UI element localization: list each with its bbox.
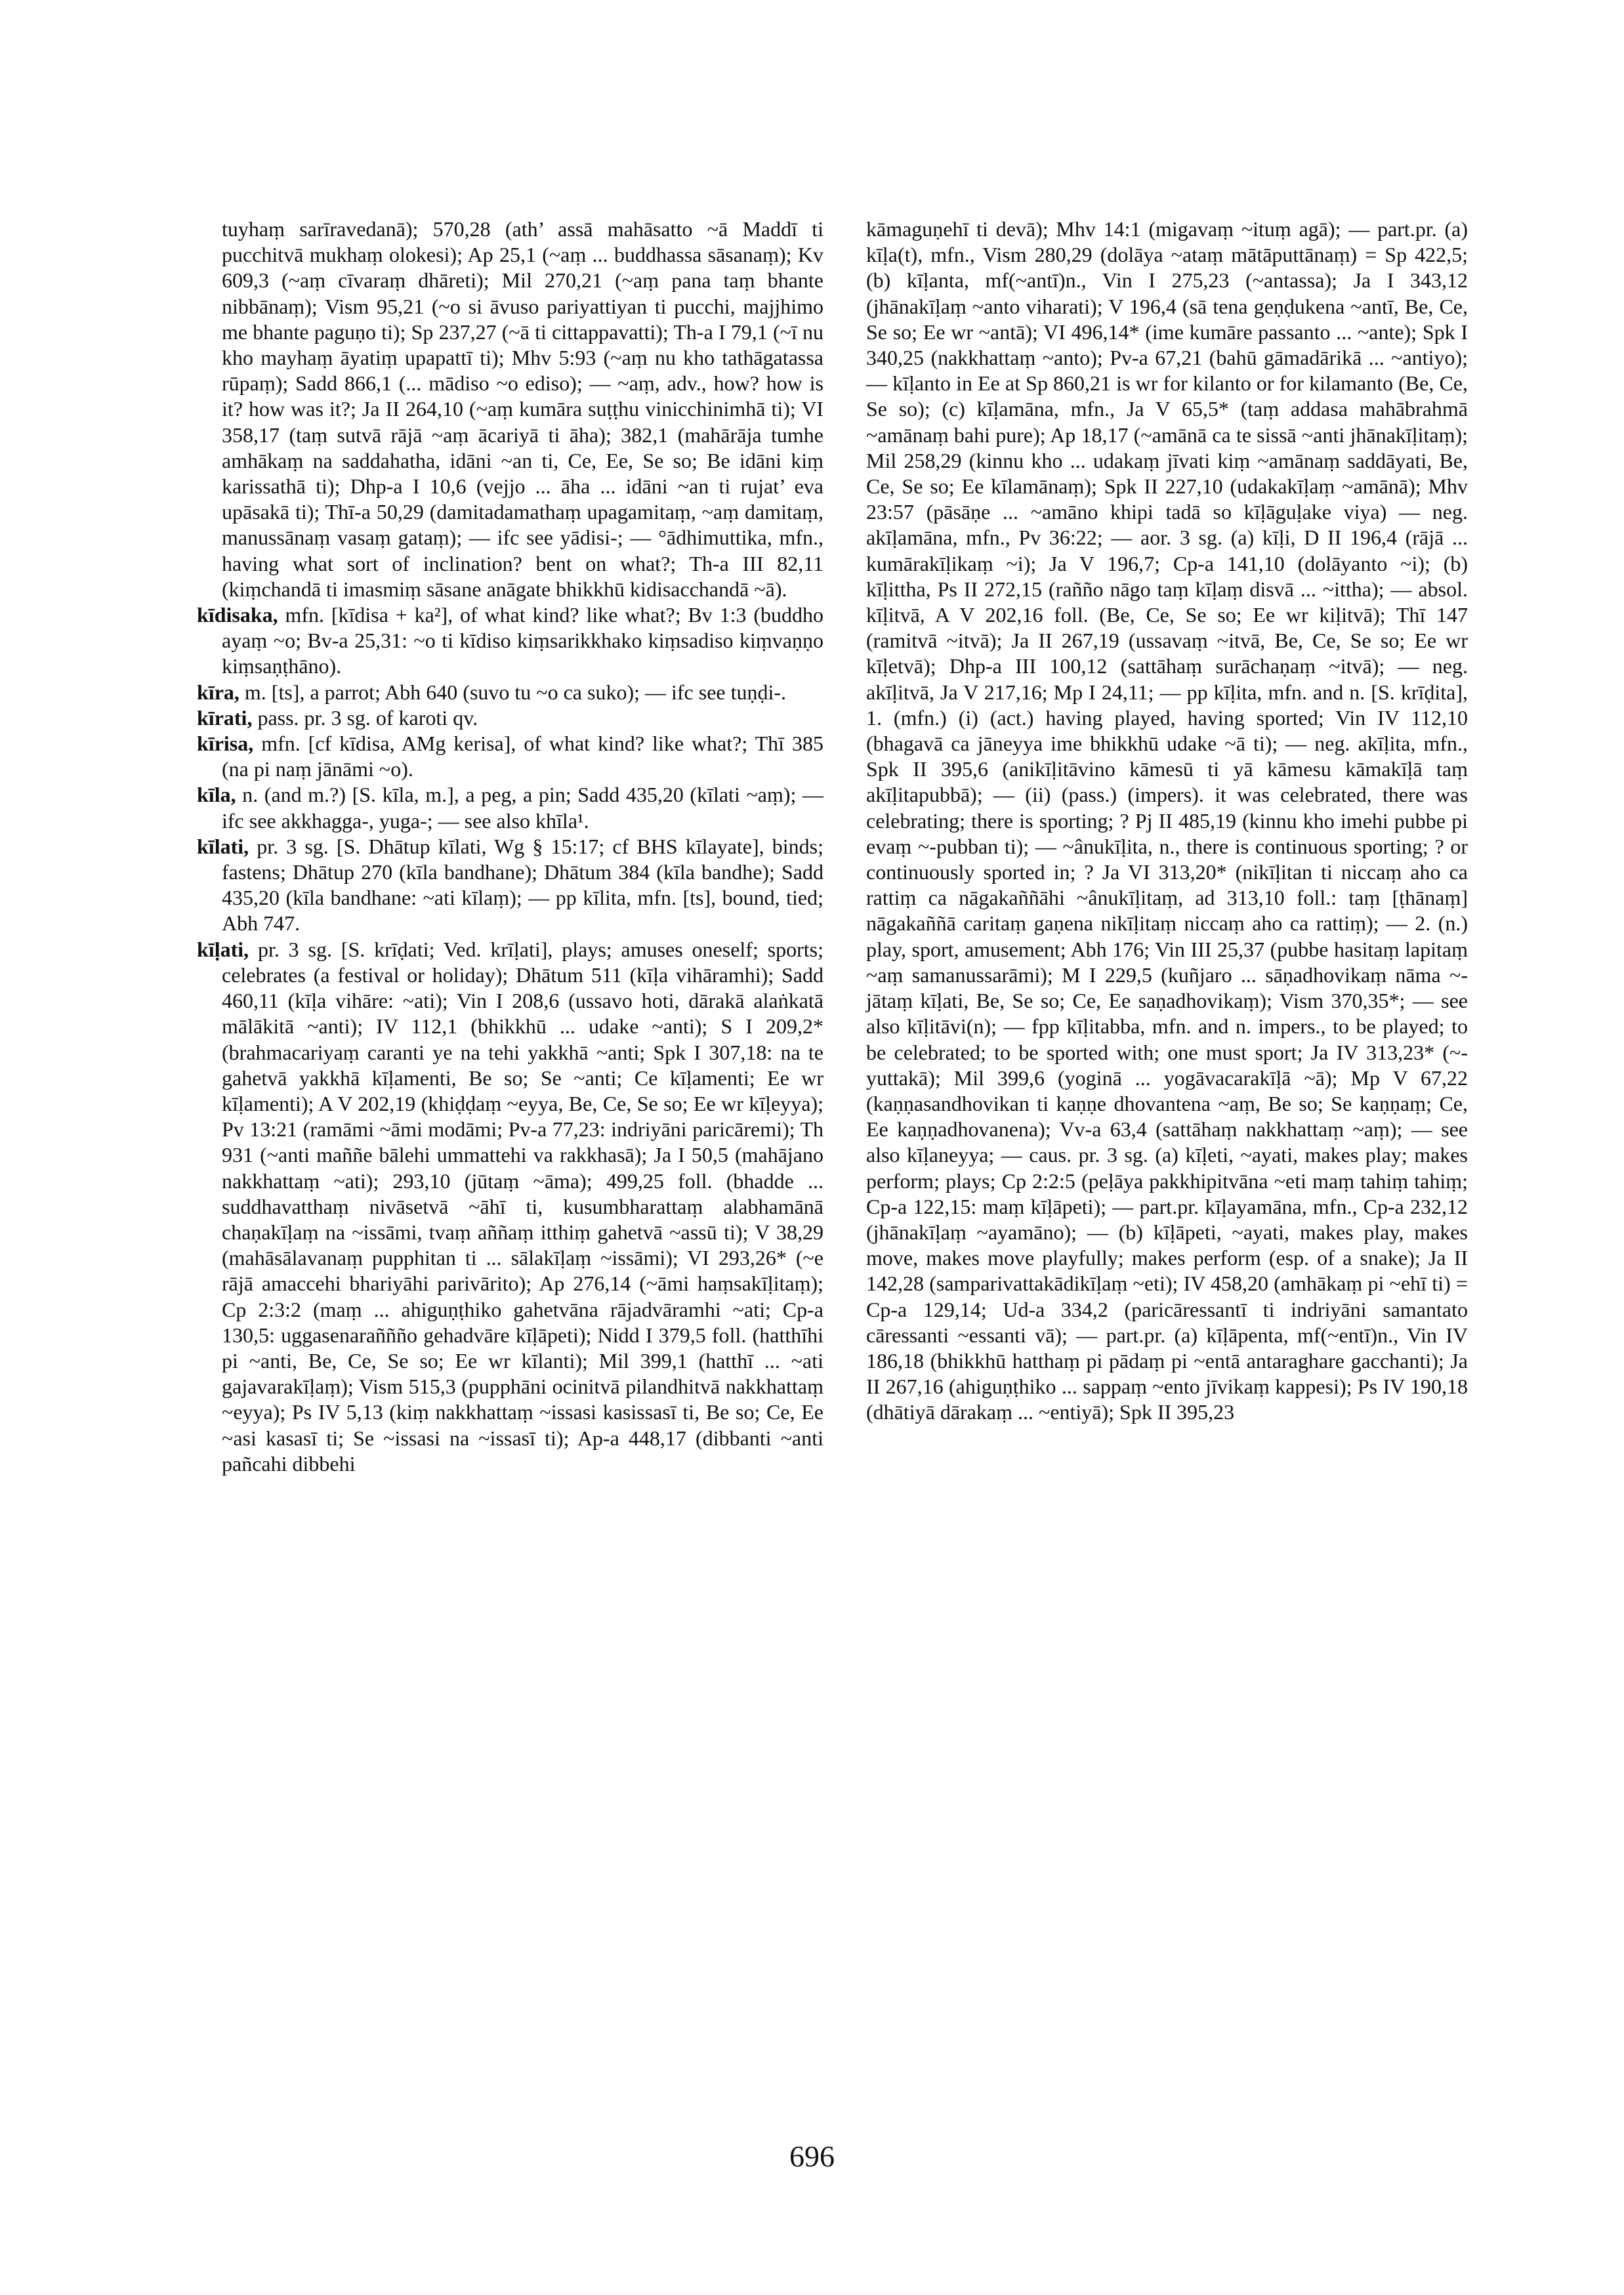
dictionary-entry (197, 680, 823, 705)
dictionary-entry (197, 731, 823, 782)
dictionary-entry (197, 782, 823, 833)
dictionary-entry (197, 217, 823, 602)
entry-text: pr. 3 sg. [S. Dhātup kīlati, Wg § 15:17; cf BHS kīlayate], binds; fastens; Dhātup 270 (kīla bandhane); Dhātum 384 (kīla bandhe); Sadd 435,20 (kīla bandhane: ~ati kīlaṃ); — pp kīlita, mfn. [ts], bound, tied; Abh 747. (222, 834, 823, 936)
headword: kīra, (197, 680, 239, 704)
headword: kīlati, (197, 834, 249, 858)
dictionary-entry (841, 217, 1468, 1426)
page-number: 696 (789, 2140, 835, 2173)
entry-text: mfn. [kīdisa + ka²], of what kind? like what?; Bv 1:3 (buddho ayaṃ ~o; Bv-a 25,31: ~o ti kīdiso kiṃsarikkhako kiṃsadiso kiṃvaṇṇo kiṃsaṇṭhāno). (222, 603, 824, 678)
right-column (841, 217, 1468, 1426)
dictionary-entry (197, 705, 823, 731)
entry-text: kāmaguṇehī ti devā); Mhv 14:1 (migavaṃ ~ituṃ agā); — part.pr. (a) kīḷa(t), mfn., Vism 280,29 (dolāya ~ataṃ mātāputtānaṃ) = Sp 422,5; (b) kīḷanta, mf(~antī)n., Vin I 275,23 (~antassa); Ja I 343,12 (jhānakīḷaṃ ~anto viharati); V 196,4 (sā tena geṇḍukena ~antī, Be, Ce, Se so; Ee wr ~antā); VI 496,14* (ime kumāre passanto ... ~ante); Spk I 340,25 (nakkhattaṃ ~anto); Pv-a 67,21 (bahū gāmadārikā ... ~antiyo); — kīḷanto in Ee at Sp 860,21 is wr for kilanto or for kilamanto (Be, Ce, Se so); (c) kīḷamāna, mfn., Ja V 65,5* (taṃ addasa mahābrahmā ~amānaṃ bahi pure); Ap 18,17 (~amānā ca te sissā ~anti jhānakīḷitaṃ); Mil 258,29 (kinnu kho ... udakaṃ jīvati kiṃ ~amānaṃ saddāyati, Be, Ce, Se so; Ee kīlamānaṃ); Spk II 227,10 (udakakīḷaṃ ~amānā); Mhv 23:57 (pāsāṇe ... ~amāno khipi tadā so kīḷāguḷake viya) — neg. akīḷamāna, mfn., Pv 36:22; — aor. 3 sg. (a) kīḷi, D II 196,4 (rājā ... kumārakīḷikaṃ ~i); Ja V 196,7; Cp-a 141,10 (dolāyanto ~i); (b) kīḷittha, Ps II 272,15 (rañño nāgo taṃ kīḷaṃ disvā ... ~ittha); — absol. kīḷitvā, A V 202,16 foll. (Be, Ce, Se so; Ee wr kiḷitvā); Thī 147 (ramitvā ~itvā); Ja II 267,19 (ussavaṃ ~itvā, Be, Ce, Se so; Ee wr kīḷetvā); Dhp-a III 100,12 (sattāhaṃ surāchaṇaṃ ~itvā); — neg. akīḷitvā, Ja V 217,16; Mp I 24,11; — pp kīḷita, mfn. and n. [S. krīḍita], 1. (mfn.) (i) (act.) having played, having sported; Vin IV 112,10 (bhagavā ca jāneyya ime bhikkhū udake ~ā ti); — neg. akīḷita, mfn., Spk II 395,6 (anikīḷitāvino kāmesū ti yā kāmesu kāmakīḷā taṃ akīḷitapubbā); — (ii) (pass.) (impers). it was celebrated, there was celebrating; there is sporting; ? Pj II 485,19 (kinnu kho imehi pubbe pi evaṃ ~-pubban ti); — ~ânukīḷita, n., there is continuous sporting; ? or continuously sported in; ? Ja VI 313,20* (nikīḷitan ti niccaṃ aho ca rattiṃ ca nāgakaññāhi ~ânukīḷitaṃ, ad 313,10 foll.: taṃ [ṭhānaṃ] nāgakaññā caritaṃ gaṇena nikīḷitaṃ niccaṃ aho ca rattiṃ); — 2. (n.) play, sport, amusement; Abh 176; Vin III 25,37 (pubbe hasitaṃ lapitaṃ ~aṃ samanussarāmi); M I 229,5 (kuñjaro ... sāṇadhovikaṃ nāma ~-jātaṃ kīḷati, Be, Se so; Ce, Ee saṇadhovikaṃ); Vism 370,35*; — see also kīḷitāvi(n); — fpp kīḷitabba, mfn. and n. impers., to be played; to be celebrated; to be sported with; one must sport; Ja IV 313,23* (~-yuttakā); Mil 399,6 (yoginā ... yogāvacarakīḷā ~ā); Mp V 67,22 (kaṇṇasandhovikan ti kaṇṇe dhovantena ~aṃ, Be so; Se kaṇṇaṃ; Ce, Ee kaṇṇadhovanena); Vv-a 63,4 (sattāhaṃ nakkhattaṃ ~aṃ); — see also kīḷaneyya; — caus. pr. 3 sg. (a) kīḷeti, ~ayati, makes play; makes perform; plays; Cp 2:2:5 (peḷāya pakkhipitvāna ~eti maṃ tahiṃ tahiṃ; Cp-a 122,15: maṃ kīḷāpeti); — part.pr. kīḷayamāna, mfn., Cp-a 232,12 (jhānakīḷaṃ ~ayamāno); — (b) kīḷāpeti, ~ayati, makes play, makes move, makes move playfully; makes perform (esp. of a snake); Ja II 142,28 (samparivattakādikīḷaṃ ~eti); IV 458,20 (amhākaṃ pi ~ehī ti) = Cp-a 129,14; Ud-a 334,2 (paricāressantī ti indriyāni samantato cāressanti ~essanti vā); — part.pr. (a) kīḷāpenta, mf(~entī)n., Vin IV 186,18 (bhikkhū hatthaṃ pi pādaṃ pi ~entā antaraghare gacchanti); Ja II 267,16 (ahiguṇṭhiko ... sappaṃ ~ento jīvikaṃ kappesi); Ps IV 190,18 (dhātiyā dārakaṃ ... ~entiyā); Spk II 395,23 (866, 217, 1468, 1424)
entry-text: n. (and m.?) [S. kīla, m.], a peg, a pin; Sadd 435,20 (kīlati ~aṃ); — ifc see akkhagga-, yuga-; — see also khīla¹. (222, 783, 824, 833)
headword: kīdisaka, (197, 603, 278, 627)
entry-text: mfn. [cf kīdisa, AMg kerisa], of what kind? like what?; Thī 385 (na pi naṃ jānāmi ~o). (222, 732, 824, 781)
entry-text: pass. pr. 3 sg. of karoti qv. (257, 705, 478, 730)
dictionary-entry (197, 834, 823, 937)
dictionary-entry (197, 937, 823, 1477)
headword: kīḷati, (197, 937, 249, 961)
left-column (197, 217, 823, 1477)
entry-text: m. [ts], a parrot; Abh 640 (suvo tu ~o ca suko); — ifc see tuṇḍi-. (244, 680, 787, 704)
headword: kīrisa, (197, 732, 254, 756)
entry-text: pr. 3 sg. [S. krīḍati; Ved. krīḷati], plays; amuses oneself; sports; celebrates (a festival or holiday); Dhātum 511 (kīḷa vihāramhi); Sadd 460,11 (kīḷa vihāre: ~ati); Vin I 208,6 (ussavo hoti, dārakā alaṅkatā mālākitā ~anti); IV 112,1 (bhikkhū ... udake ~anti); S I 209,2* (brahmacariyaṃ caranti ye na tehi yakkhā ~anti; Spk I 307,18: na te gahetvā yakkhā kīḷamenti, Be so; Se ~anti; Ce kīḷamenti; Ee wr kīḷamenti); A V 202,19 (khiḍḍaṃ ~eyya, Be, Ce, Se so; Ee wr kīḷeyya); Pv 13:21 (ramāmi ~āmi modāmi; Pv-a 77,23: indriyāni paricāremi); Th 931 (~anti maññe bālehi ummattehi va rakkhasā); Ja I 50,5 (mahājano nakkhattaṃ ~ati); 293,10 (jūtaṃ ~āma); 499,25 foll. (bhadde ... suddhavatthaṃ nivāsetvā ~āhī ti, kusumbharattaṃ alabhamānā chaṇakīḷaṃ na ~issāmi, tvaṃ aññaṃ itthiṃ gahetvā ~assū ti); V 38,29 (mahāsālavanaṃ pupphitan ti ... sālakīḷaṃ ~issāmi); VI 293,26* (~e rājā amaccehi bhariyāhi parivārito); Ap 276,14 (~āmi haṃsakīḷitaṃ); Cp 2:3:2 (maṃ ... ahiguṇṭhiko gahetvāna rājadvāramhi ~ati; Cp-a 130,5: uggasenaraññño gehadvāre kīḷāpeti); Nidd I 379,5 foll. (hatthīhi pi ~anti, Be, Ce, Se so; Ee wr kīlanti); Mil 399,1 (hatthī ... ~ati gajavarakīḷaṃ); Vism 515,3 (pupphāni ocinitvā pilandhitvā nakkhattaṃ ~eyya); Ps IV 5,13 (kiṃ nakkhattaṃ ~issasi kasissasī ti, Be so; Ce, Ee ~asi kasasī ti; Se ~issasi na ~issasī ti); Ap-a 448,17 (dibbanti ~anti pañcahi dibbehi (222, 937, 823, 1476)
headword: kīrati, (197, 705, 253, 730)
entry-text: tuyhaṃ sarīravedanā); 570,28 (ath’ assā mahāsatto ~ā Maddī ti pucchitvā mukhaṃ olokesi); Ap 25,1 (~aṃ ... buddhassa sāsanaṃ); Kv 609,3 (~aṃ cīvaraṃ dhāreti); Mil 270,21 (~aṃ pana taṃ bhante nibbānaṃ); Vism 95,21 (~o si āvuso pariyattiyan ti pucchi, majjhimo me bhante paguṇo ti); Sp 237,27 (~ā ti cittappavatti); Th-a I 79,1 (~ī nu kho mayhaṃ āyatiṃ upapattī ti); Mhv 5:93 (~aṃ nu kho tathāgatassa rūpaṃ); Sadd 866,1 (... mādiso ~o ediso); — ~aṃ, adv., how? how is it? how was it?; Ja II 264,10 (~aṃ kumāra suṭṭhu vinicchinimhā ti); VI 358,17 (taṃ sutvā rājā ~aṃ ācariyā ti āha); 382,1 (mahārāja tumhe amhākaṃ na saddahatha, idāni ~an ti, Ce, Ee, Se so; Be idāni kiṃ karissathā ti); Dhp-a I 10,6 (vejjo ... āha ... idāni ~an ti rujat’ eva upāsakā ti); Thī-a 50,29 (damitadamathaṃ upagamitaṃ, ~aṃ damitaṃ, manussānaṃ vasaṃ gataṃ); — ifc see yādisi-; — °ādhimuttika, mfn., having what sort of inclination? bent on what?; Th-a III 82,11 (kiṃchandā ti imasmiṃ sāsane anāgate bhikkhū kidisacchandā ~ā). (222, 217, 823, 601)
headword: kīla, (197, 783, 236, 807)
dictionary-entry (197, 602, 823, 680)
